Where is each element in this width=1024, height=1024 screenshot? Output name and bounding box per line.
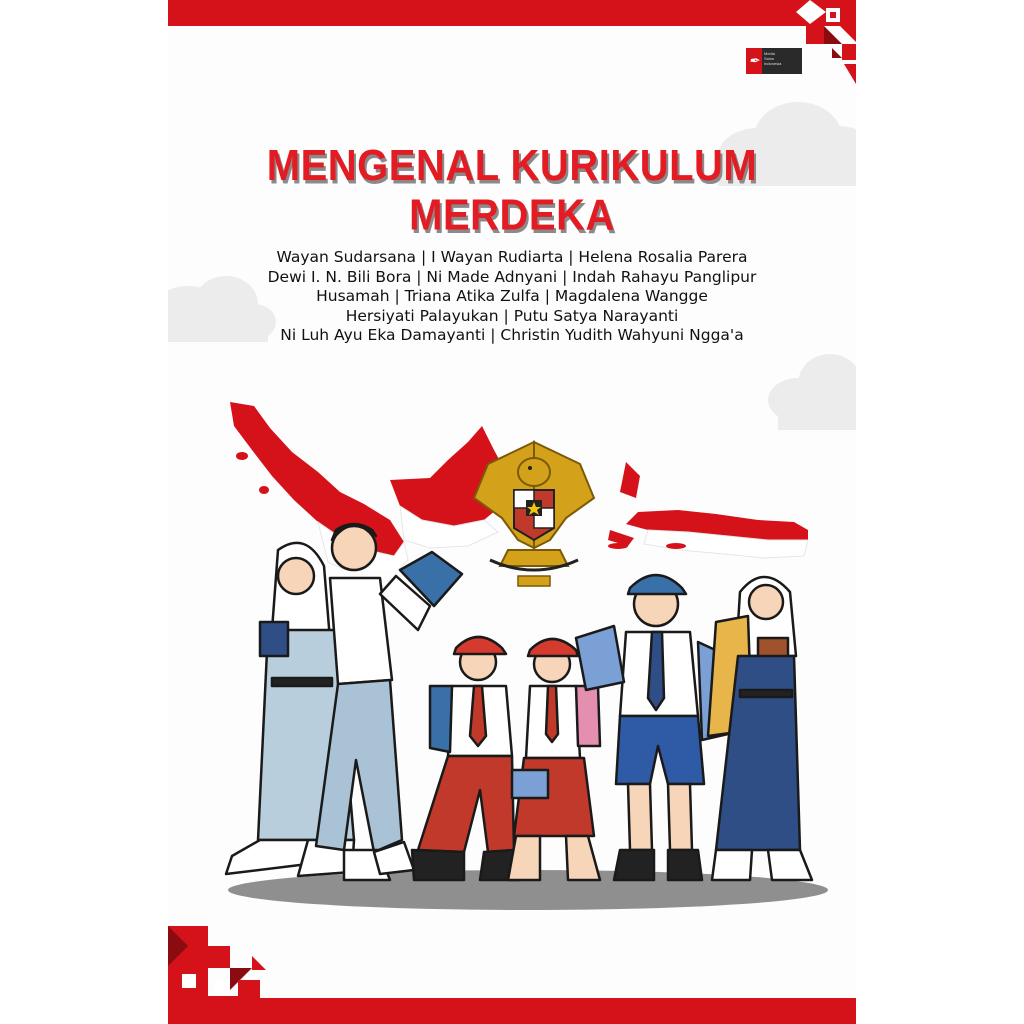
publisher-name: Media Sains Indonesia [762,48,802,74]
author-line: Wayan Sudarsana | I Wayan Rudiarta | Helena Rosalia Parera [276,248,748,266]
author-line: Dewi I. N. Bili Bora | Ni Made Adnyani | Indah Rahayu Panglipur [267,267,757,286]
author-line: Hersiyati Palayukan | Putu Satya Narayanti [345,306,679,325]
book-cover [168,0,856,1024]
bottom-red-bar [168,998,856,1024]
top-red-bar [168,0,856,26]
author-line: Ni Luh Ayu Eka Damayanti | Christin Yudith Wahyuni Ngga'a [280,326,744,344]
top-right-ornament [796,0,856,84]
garuda-pancasila-emblem [474,442,594,586]
author-line: Husamah | Triana Atika Zulfa | Magdalena Wangge [316,287,708,305]
author-list [168,248,856,346]
cover-illustration [168,380,856,920]
book-title: MENGENAL KURIKULUM MERDEKA [266,141,758,240]
quill-icon: ✒ [746,48,762,74]
publisher-logo [746,48,802,74]
